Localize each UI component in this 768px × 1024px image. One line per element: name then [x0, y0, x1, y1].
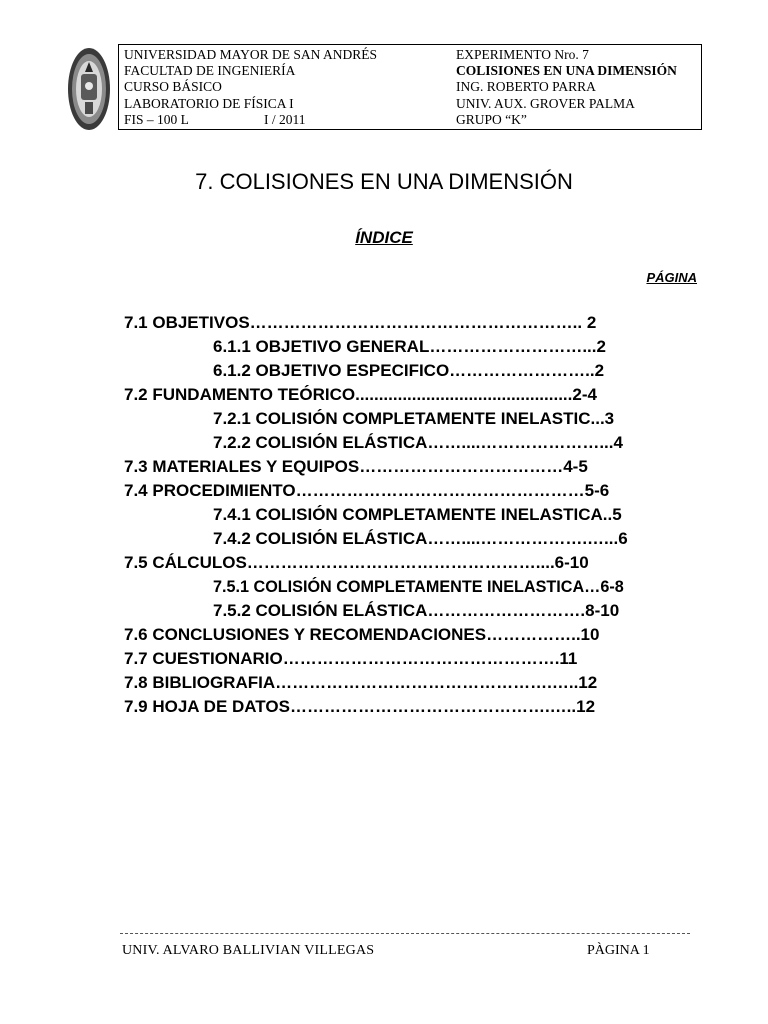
toc-entry-colision-elastica-procedimiento: 7.4.2 COLISIÓN ELÁSTICA……....……………….…...6 [213, 529, 628, 548]
toc-entry-colision-elastica-teoria: 7.2.2 COLISIÓN ELÁSTICA……....…………………...4 [213, 433, 623, 452]
table-of-contents [124, 311, 704, 719]
header-professor: ING. ROBERTO PARRA [456, 79, 596, 95]
toc-entry-colision-inelastica-procedimiento: 7.4.1 COLISIÓN COMPLETAMENTE INELASTICA..5 [213, 505, 622, 524]
header-experiment-column [456, 47, 700, 128]
header-experiment-number: EXPERIMENTO Nro. 7 [456, 47, 589, 62]
toc-entry-cuestionario: 7.7 CUESTIONARIO………………………………………….11 [124, 649, 578, 668]
header-institution-column [124, 47, 444, 128]
header-box [118, 44, 702, 130]
toc-entry-objetivo-especifico: 6.1.2 OBJETIVO ESPECIFICO……………………..2 [213, 361, 605, 380]
header-semester: I / 2011 [264, 111, 306, 127]
header-assistant: UNIV. AUX. GROVER PALMA [456, 95, 635, 111]
page-column-label: PÁGINA [646, 270, 697, 285]
toc-entry-fundamento-teorico: 7.2 FUNDAMENTO TEÓRICO..............................................2-4 [124, 385, 597, 404]
header-experiment-title: COLISIONES EN UNA DIMENSIÓN [456, 63, 677, 79]
toc-entry-bibliografia: 7.8 BIBLIOGRAFIA………………………………………….…..12 [124, 673, 598, 692]
header-course-code-row [124, 112, 444, 128]
university-seal-logo [67, 46, 111, 132]
toc-entry-colision-inelastica-calculos: 7.5.1 COLISIÓN COMPLETAMENTE INELASTICA…6-8 [213, 578, 624, 596]
header-group: GRUPO “K” [456, 111, 527, 127]
toc-entry-colision-inelastica-teoria: 7.2.1 COLISIÓN COMPLETAMENTE INELASTIC...3 [213, 409, 615, 428]
header-faculty: FACULTAD DE INGENIERÍA [124, 63, 296, 79]
toc-entry-hoja-de-datos: 7.9 HOJA DE DATOS……………………………………….…..12 [124, 697, 596, 716]
footer-author: UNIV. ALVARO BALLIVIAN VILLEGAS [122, 943, 375, 958]
toc-entry-procedimiento: 7.4 PROCEDIMIENTO……………………………………………5-6 [124, 481, 610, 500]
toc-entry-materiales: 7.3 MATERIALES Y EQUIPOS………………………………4-5 [124, 457, 588, 476]
header-course: CURSO BÁSICO [124, 79, 222, 95]
index-heading: ÍNDICE [355, 228, 413, 247]
footer-divider [120, 933, 690, 934]
toc-entry-objetivos: 7.1 OBJETIVOS………………………………………………….. 2 [124, 313, 597, 332]
footer-page-number: PÀGINA 1 [587, 943, 650, 958]
header-laboratory: LABORATORIO DE FÍSICA I [124, 95, 294, 111]
toc-entry-colision-elastica-calculos: 7.5.2 COLISIÓN ELÁSTICA……………………….8-10 [213, 601, 620, 620]
header-university: UNIVERSIDAD MAYOR DE SAN ANDRÉS [124, 47, 378, 62]
toc-entry-conclusiones: 7.6 CONCLUSIONES Y RECOMENDACIONES……………..10 [124, 625, 600, 644]
toc-entry-objetivo-general: 6.1.1 OBJETIVO GENERAL………………………...2 [213, 337, 606, 356]
toc-entry-calculos: 7.5 CÁLCULOS……………………………………………....6-10 [124, 553, 589, 572]
page-title: 7. COLISIONES EN UNA DIMENSIÓN [195, 169, 573, 194]
header-course-code: FIS – 100 L [124, 111, 189, 127]
